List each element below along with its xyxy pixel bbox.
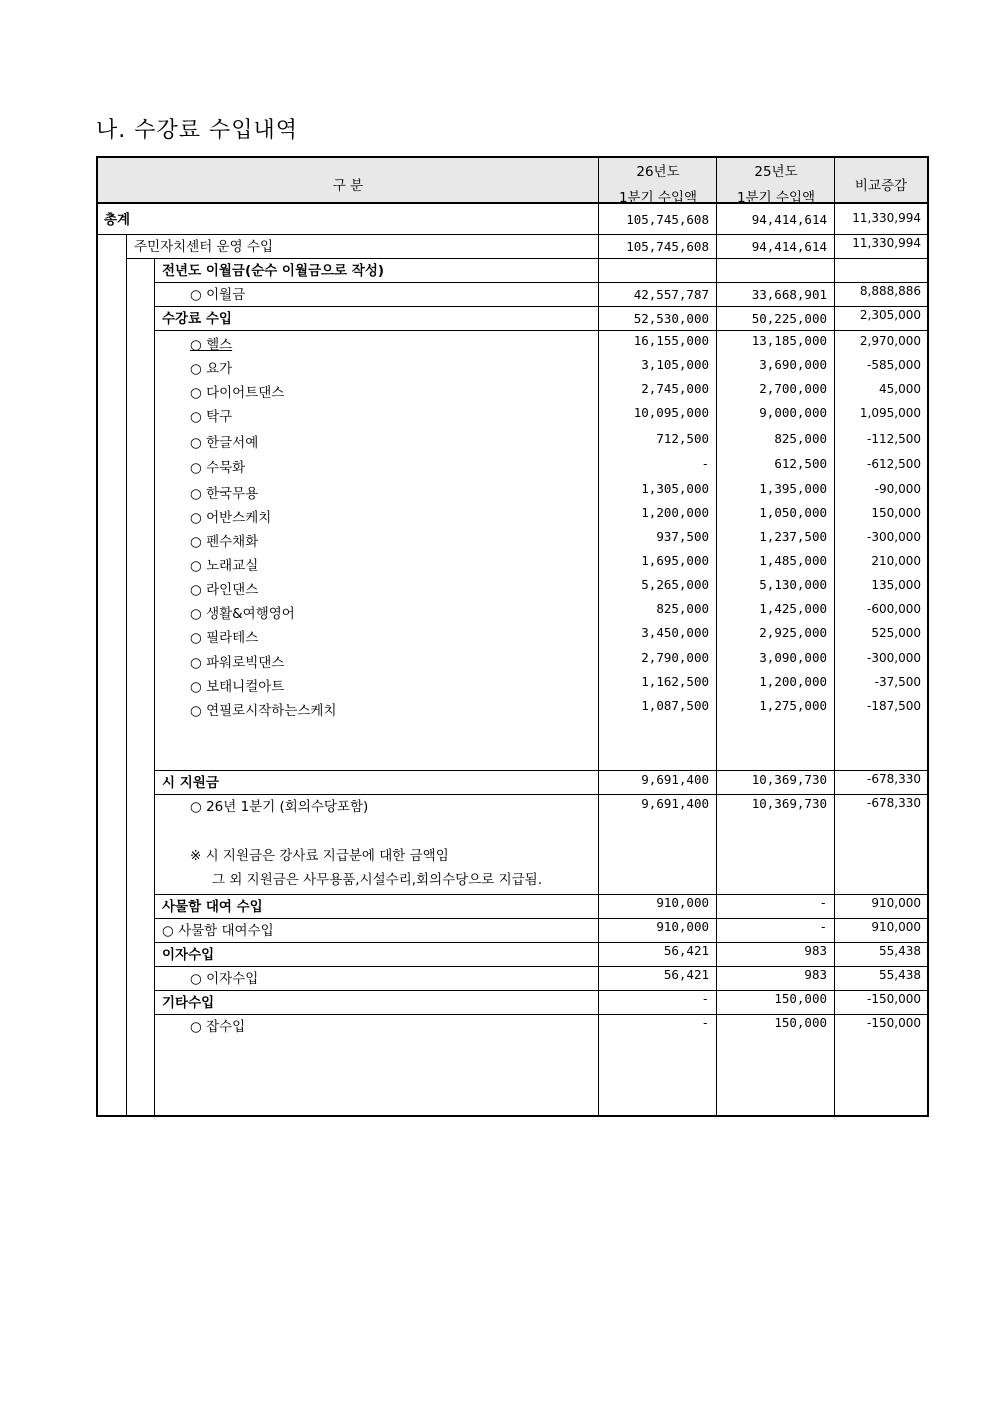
other-item-label: ○ 잡수입 <box>190 1019 246 1035</box>
tuition-item-v2: 13,185,000 <box>751 333 827 348</box>
tuition-item-v1: 2,790,000 <box>641 650 709 665</box>
tuition-item-v2: 5,130,000 <box>759 577 827 592</box>
tuition-item-v2: 1,050,000 <box>759 505 827 520</box>
tuition-item-label: ○ 보태니컬아트 <box>190 679 285 695</box>
col-divider-1 <box>598 158 599 1115</box>
tuition-item-label: ○ 필라테스 <box>190 630 259 646</box>
tuition-item-v2: 2,925,000 <box>759 625 827 640</box>
tuition-item-label: ○ 요가 <box>190 361 233 377</box>
interest-v1: 56,421 <box>663 943 709 958</box>
tuition-item-v1: 10,095,000 <box>633 405 709 420</box>
tuition-item-label: ○ 노래교실 <box>190 558 259 574</box>
tuition-item-v1: 3,105,000 <box>641 357 709 372</box>
operation-v3: 11,330,994 <box>852 236 921 250</box>
tuition-item-v3: -612,500 <box>867 457 921 471</box>
tuition-item-v2: 2,700,000 <box>759 381 827 396</box>
city-support-v2: 10,369,730 <box>751 772 827 787</box>
tuition-item-v1: 1,087,500 <box>641 698 709 713</box>
interest-label: 이자수입 <box>162 947 215 963</box>
locker-iv2: - <box>819 919 827 934</box>
tuition-item-label: ○ 탁구 <box>190 409 233 425</box>
header-col1-line1: 26년도 <box>636 164 680 180</box>
indent-line-2 <box>154 258 155 1115</box>
tuition-item-v2: 3,690,000 <box>759 357 827 372</box>
tuition-item-v2: 3,090,000 <box>759 650 827 665</box>
tuition-item-label: ○ 헬스 <box>190 337 233 353</box>
tuition-item-v3: -90,000 <box>874 482 921 496</box>
tuition-item-v3: -300,000 <box>867 651 921 665</box>
indent-line-1 <box>126 234 127 1115</box>
tuition-item-label: ○ 한글서예 <box>190 435 259 451</box>
tuition-v3: 2,305,000 <box>859 308 921 322</box>
other-label: 기타수입 <box>162 995 215 1011</box>
tuition-item-v3: -112,500 <box>867 432 921 446</box>
total-v3: 11,330,994 <box>852 211 921 225</box>
col-divider-3 <box>834 158 835 1115</box>
tuition-item-v3: 210,000 <box>871 554 921 568</box>
tuition-item-label: ○ 한국무용 <box>190 486 259 502</box>
carryover-v1: 42,557,787 <box>633 287 709 302</box>
locker-iv3: 910,000 <box>871 920 921 934</box>
tuition-v2: 50,225,000 <box>751 311 827 326</box>
interest-iv3: 55,438 <box>879 968 921 982</box>
other-iv1: - <box>701 1015 709 1030</box>
interest-iv1: 56,421 <box>663 967 709 982</box>
tuition-item-v2: 1,200,000 <box>759 674 827 689</box>
city-support-iv2: 10,369,730 <box>751 796 827 811</box>
tuition-item-v1: 1,695,000 <box>641 553 709 568</box>
col-divider-2 <box>716 158 717 1115</box>
tuition-item-v3: 135,000 <box>871 578 921 592</box>
locker-v3: 910,000 <box>871 896 921 910</box>
tuition-v1: 52,530,000 <box>633 311 709 326</box>
interest-v2: 983 <box>804 943 827 958</box>
tuition-item-label: ○ 생활&여행영어 <box>190 606 295 622</box>
total-v1: 105,745,608 <box>626 212 709 227</box>
tuition-item-label: ○ 다이어트댄스 <box>190 385 285 401</box>
tuition-item-label: ○ 파워로빅댄스 <box>190 655 285 671</box>
carryover-v3: 8,888,886 <box>859 284 921 298</box>
tuition-item-v3: 45,000 <box>879 382 921 396</box>
tuition-item-v3: -585,000 <box>867 358 921 372</box>
tuition-item-v2: 1,395,000 <box>759 481 827 496</box>
header-col1-line2: 1분기 수입액 <box>618 190 698 206</box>
header-col2-line2: 1분기 수입액 <box>736 190 816 206</box>
total-label: 총계 <box>104 212 131 228</box>
locker-iv1: 910,000 <box>656 919 709 934</box>
tuition-item-v3: -300,000 <box>867 530 921 544</box>
locker-v2: - <box>819 895 827 910</box>
city-support-iv1: 9,691,400 <box>641 796 709 811</box>
locker-v1: 910,000 <box>656 895 709 910</box>
other-v2: 150,000 <box>774 991 827 1006</box>
income-table <box>96 156 929 1117</box>
operation-v2: 94,414,614 <box>751 239 827 254</box>
tuition-item-v1: 825,000 <box>656 601 709 616</box>
interest-item-label: ○ 이자수입 <box>190 971 259 987</box>
other-v1: - <box>701 991 709 1006</box>
header-col3: 비교증감 <box>854 178 908 194</box>
city-support-note1: ※ 시 지원금은 강사료 지급분에 대한 금액임 <box>190 848 449 864</box>
tuition-item-v2: 1,237,500 <box>759 529 827 544</box>
tuition-item-v1: 5,265,000 <box>641 577 709 592</box>
city-support-note2: 그 외 지원금은 사무용품,시설수리,회의수당으로 지급됨. <box>212 872 542 888</box>
tuition-item-label: ○ 라인댄스 <box>190 582 259 598</box>
tuition-item-v2: 825,000 <box>774 431 827 446</box>
header-col2-line1: 25년도 <box>754 164 798 180</box>
interest-v3: 55,438 <box>879 944 921 958</box>
carryover-item-label: ○ 이월금 <box>190 287 246 303</box>
tuition-item-v1: 2,745,000 <box>641 381 709 396</box>
tuition-item-v1: 3,450,000 <box>641 625 709 640</box>
tuition-item-v1: - <box>701 456 709 471</box>
tuition-item-label: ○ 수묵화 <box>190 460 246 476</box>
header-category: 구 분 <box>332 178 364 194</box>
tuition-item-v3: 2,970,000 <box>859 334 921 348</box>
city-support-iv3: -678,330 <box>867 796 921 810</box>
tuition-item-v1: 937,500 <box>656 529 709 544</box>
locker-item-label: ○ 사물함 대여수입 <box>162 923 274 939</box>
total-v2: 94,414,614 <box>751 212 827 227</box>
tuition-item-v1: 1,305,000 <box>641 481 709 496</box>
page-title: 나. 수강료 수입내역 <box>96 118 298 143</box>
other-iv3: -150,000 <box>867 1016 921 1030</box>
operation-v1: 105,745,608 <box>626 239 709 254</box>
interest-iv2: 983 <box>804 967 827 982</box>
carryover-label: 전년도 이월금(순수 이월금으로 작성) <box>162 263 385 279</box>
city-support-v3: -678,330 <box>867 772 921 786</box>
tuition-item-v3: 150,000 <box>871 506 921 520</box>
carryover-v2: 33,668,901 <box>751 287 827 302</box>
tuition-item-v3: 525,000 <box>871 626 921 640</box>
other-v3: -150,000 <box>867 992 921 1006</box>
tuition-item-v1: 712,500 <box>656 431 709 446</box>
tuition-item-v2: 9,000,000 <box>759 405 827 420</box>
other-iv2: 150,000 <box>774 1015 827 1030</box>
city-support-v1: 9,691,400 <box>641 772 709 787</box>
tuition-item-v3: -187,500 <box>867 699 921 713</box>
tuition-item-v2: 1,485,000 <box>759 553 827 568</box>
tuition-item-v3: 1,095,000 <box>859 406 921 420</box>
tuition-item-v3: -37,500 <box>874 675 921 689</box>
tuition-label: 수강료 수입 <box>162 311 232 327</box>
tuition-item-v1: 16,155,000 <box>633 333 709 348</box>
tuition-item-v2: 1,275,000 <box>759 698 827 713</box>
tuition-item-v1: 1,200,000 <box>641 505 709 520</box>
tuition-item-v3: -600,000 <box>867 602 921 616</box>
city-support-item-label: ○ 26년 1분기 (회의수당포함) <box>190 799 369 815</box>
tuition-item-label: ○ 연필로시작하는스케치 <box>190 703 337 719</box>
city-support-label: 시 지원금 <box>162 775 219 791</box>
tuition-item-label: ○ 펜수채화 <box>190 534 259 550</box>
tuition-item-v1: 1,162,500 <box>641 674 709 689</box>
tuition-item-label: ○ 어반스케치 <box>190 510 272 526</box>
tuition-item-v2: 1,425,000 <box>759 601 827 616</box>
locker-label: 사물함 대여 수입 <box>162 899 263 915</box>
tuition-item-v2: 612,500 <box>774 456 827 471</box>
operation-label: 주민자치센터 운영 수입 <box>134 239 273 255</box>
